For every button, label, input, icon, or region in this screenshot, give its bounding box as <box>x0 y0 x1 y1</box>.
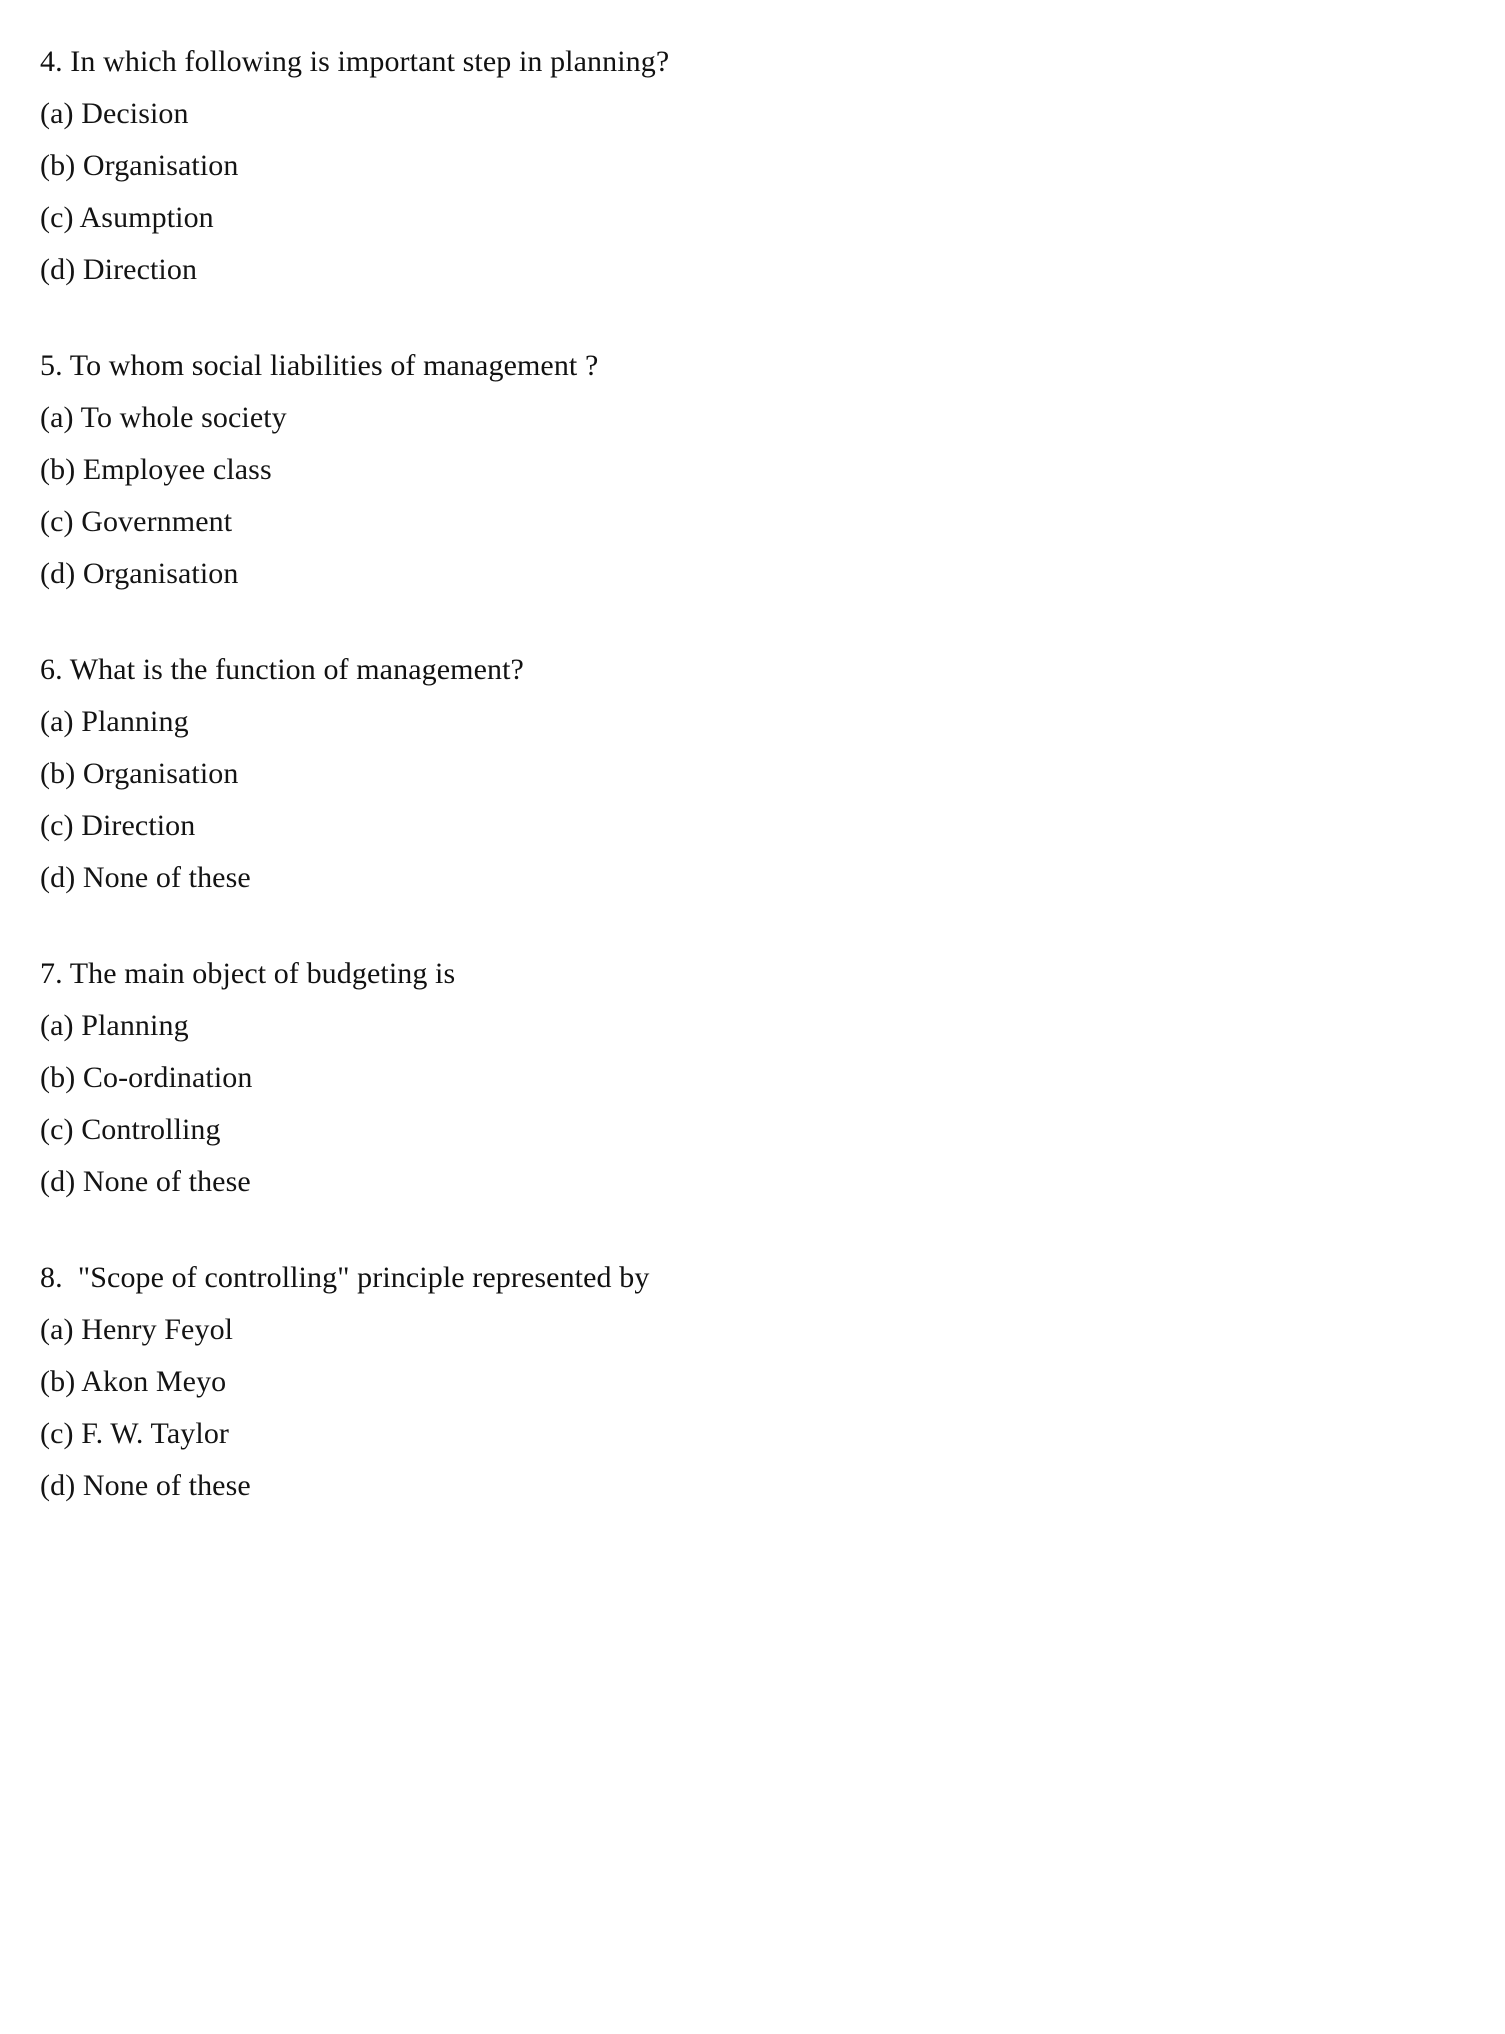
option-a[interactable]: (a) Planning <box>40 705 189 738</box>
option-b[interactable]: (b) Akon Meyo <box>40 1365 227 1398</box>
question-text: 5. To whom social liabilities of management ? <box>40 349 599 382</box>
question-block <box>40 36 1465 296</box>
question-text: 8. "Scope of controlling" principle represented by <box>40 1261 650 1294</box>
question-list <box>40 36 1465 1512</box>
option-b[interactable]: (b) Organisation <box>40 757 239 790</box>
option-c[interactable]: (c) Controlling <box>40 1113 221 1146</box>
option-a[interactable]: (a) To whole society <box>40 401 287 434</box>
option-list <box>40 1000 1465 1208</box>
option-a[interactable]: (a) Decision <box>40 97 189 130</box>
option-list <box>40 88 1465 296</box>
option-list <box>40 696 1465 904</box>
option-b[interactable]: (b) Employee class <box>40 453 272 486</box>
option-d[interactable]: (d) Direction <box>40 253 198 286</box>
question-block <box>40 948 1465 1208</box>
option-d[interactable]: (d) Organisation <box>40 557 239 590</box>
question-block <box>40 1252 1465 1512</box>
option-b[interactable]: (b) Co-ordination <box>40 1061 253 1094</box>
option-c[interactable]: (c) F. W. Taylor <box>40 1417 230 1450</box>
option-d[interactable]: (d) None of these <box>40 861 251 894</box>
option-b[interactable]: (b) Organisation <box>40 149 239 182</box>
question-text: 7. The main object of budgeting is <box>40 957 456 990</box>
option-c[interactable]: (c) Government <box>40 505 233 538</box>
option-c[interactable]: (c) Direction <box>40 809 196 842</box>
option-list <box>40 392 1465 600</box>
option-c[interactable]: (c) Asumption <box>40 201 214 234</box>
question-text: 6. What is the function of management? <box>40 653 524 686</box>
option-a[interactable]: (a) Planning <box>40 1009 189 1042</box>
option-d[interactable]: (d) None of these <box>40 1165 251 1198</box>
question-block <box>40 340 1465 600</box>
option-list <box>40 1304 1465 1512</box>
option-d[interactable]: (d) None of these <box>40 1469 251 1502</box>
option-a[interactable]: (a) Henry Feyol <box>40 1313 234 1346</box>
question-block <box>40 644 1465 904</box>
question-text: 4. In which following is important step in planning? <box>40 45 670 78</box>
